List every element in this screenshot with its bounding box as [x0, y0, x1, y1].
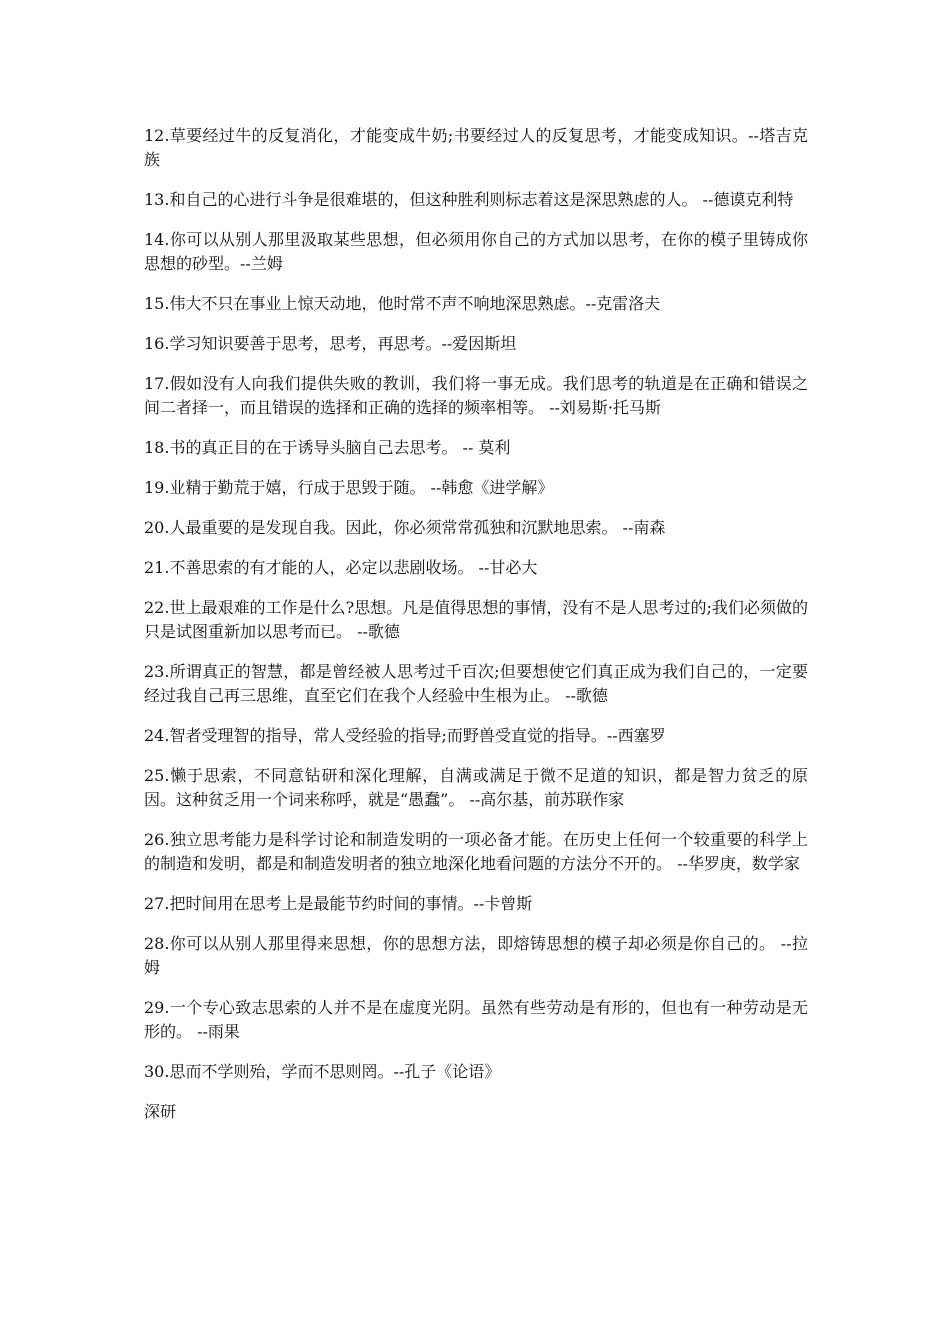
quote-paragraph-20: 20.人最重要的是发现自我。因此，你必须常常孤独和沉默地思索。 --南森 [144, 518, 666, 537]
quote-paragraph-16: 16.学习知识要善于思考，思考，再思考。--爱因斯坦 [144, 334, 517, 353]
quote-paragraph-14: 14.你可以从别人那里汲取某些思想，但必须用你自己的方式加以思考，在你的模子里铸成你思想的砂型。--兰姆 [144, 230, 808, 273]
quote-paragraph-19: 19.业精于勤荒于嬉，行成于思毁于随。 --韩愈《进学解》 [144, 478, 554, 497]
quote-paragraph-23: 23.所谓真正的智慧，都是曾经被人思考过千百次;但要想使它们真正成为我们自己的，一定要经过我自己再三思维，直至它们在我个人经验中生根为止。 --歌德 [144, 662, 808, 705]
quote-paragraph-26: 26.独立思考能力是科学讨论和制造发明的一项必备才能。在历史上任何一个较重要的科学上的制造和发明，都是和制造发明者的独立地深化地看问题的方法分不开的。 --华罗庚，数学家 [144, 830, 808, 873]
quote-paragraph-13: 13.和自己的心进行斗争是很难堪的，但这种胜利则标志着这是深思熟虑的人。 --德谟克利特 [144, 190, 794, 209]
quote-paragraph-27: 27.把时间用在思考上是最能节约时间的事情。--卡曾斯 [144, 894, 533, 913]
quote-paragraph-18: 18.书的真正目的在于诱导头脑自己去思考。 -- 莫利 [144, 438, 511, 457]
quote-paragraph-24: 24.智者受理智的指导，常人受经验的指导;而野兽受直觉的指导。--西塞罗 [144, 726, 666, 745]
footer-text: 深研 [144, 1102, 177, 1121]
quote-paragraph-21: 21.不善思索的有才能的人，必定以悲剧收场。 --甘必大 [144, 558, 538, 577]
quote-paragraph-12: 12.草要经过牛的反复消化，才能变成牛奶;书要经过人的反复思考，才能变成知识。--塔吉克族 [144, 126, 808, 169]
quote-paragraph-28: 28.你可以从别人那里得来思想，你的思想方法，即熔铸思想的模子却必须是你自己的。 --拉姆 [144, 934, 808, 977]
quote-paragraph-17: 17.假如没有人向我们提供失败的教训，我们将一事无成。我们思考的轨道是在正确和错误之间二者择一，而且错误的选择和正确的选择的频率相等。 --刘易斯·托马斯 [144, 374, 808, 417]
quote-paragraph-25: 25.懒于思索，不同意钻研和深化理解，自满或满足于微不足道的知识，都是智力贫乏的原因。这种贫乏用一个词来称呼，就是“愚蠢”。 --高尔基，前苏联作家 [144, 766, 808, 809]
document-body [144, 124, 808, 1124]
quote-paragraph-15: 15.伟大不只在事业上惊天动地，他时常不声不响地深思熟虑。--克雷洛夫 [144, 294, 661, 313]
quote-paragraph-29: 29.一个专心致志思索的人并不是在虚度光阴。虽然有些劳动是有形的，但也有一种劳动是无形的。 --雨果 [144, 998, 808, 1041]
quote-paragraph-30: 30.思而不学则殆，学而不思则罔。--孔子《论语》 [144, 1062, 501, 1081]
quote-paragraph-22: 22.世上最艰难的工作是什么?思想。凡是值得思想的事情，没有不是人思考过的;我们必须做的只是试图重新加以思考而已。 --歌德 [144, 598, 808, 641]
